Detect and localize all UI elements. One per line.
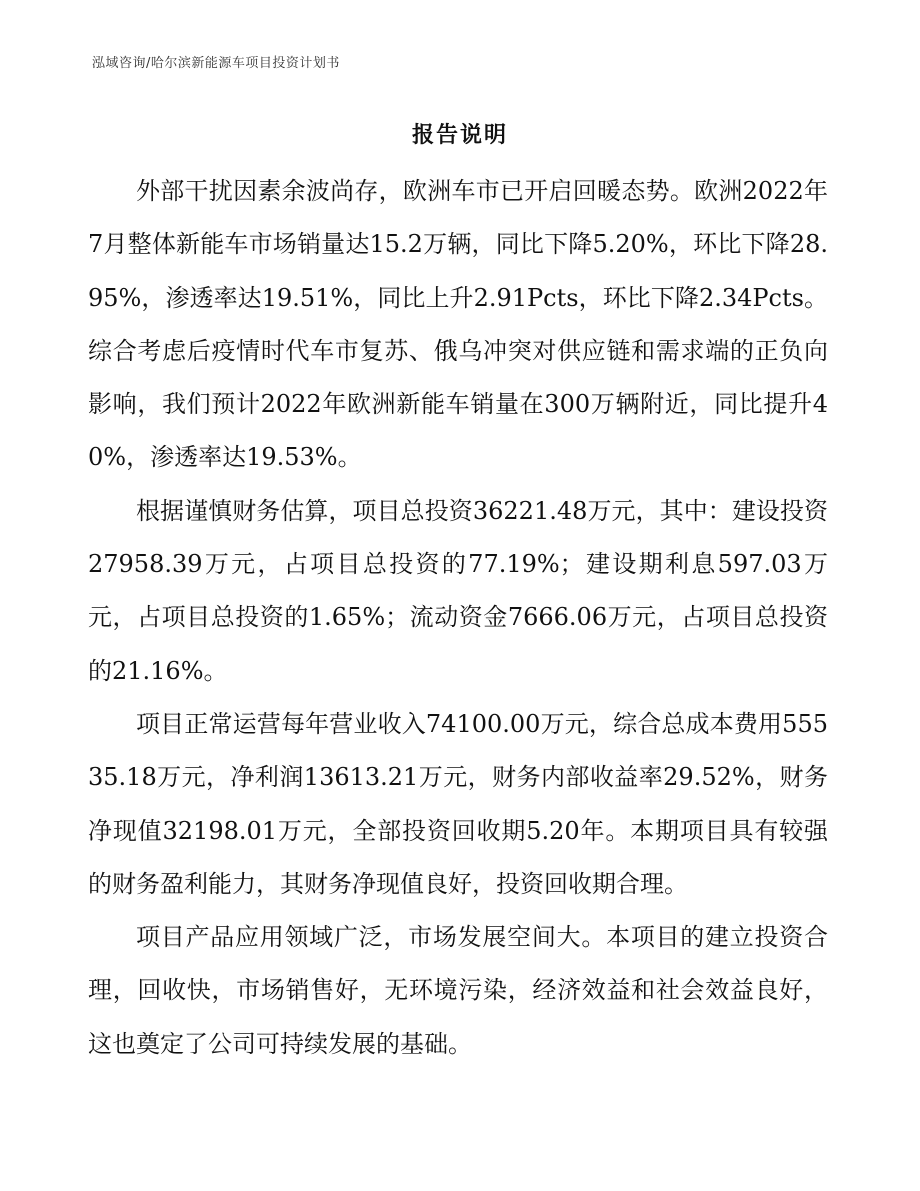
document-body (88, 165, 828, 1071)
paragraph-investment-estimate: 根据谨慎财务估算，项目总投资36221.48万元，其中：建设投资27958.39万元，占项目总投资的77.19%；建设期利息597.03万元，占项目总投资的1.65%；流动资金7666.06万元，占项目总投资的21.16%。 (88, 496, 828, 685)
running-header: 泓域咨询/哈尔滨新能源车项目投资计划书 (92, 56, 340, 71)
paragraph-market-overview: 外部干扰因素余波尚存，欧洲车市已开启回暖态势。欧洲2022年7月整体新能车市场销量达15.2万辆，同比下降5.20%，环比下降28.95%，渗透率达19.51%，同比上升2.91Pcts，环比下降2.34Pcts。综合考虑后疫情时代车市复苏、俄乌冲突对供应链和需求端的正负向影响，我们预计2022年欧洲新能车销量在300万辆附近，同比提升40%，渗透率达19.53%。 (88, 177, 828, 472)
paragraph-project-outlook: 项目产品应用领域广泛，市场发展空间大。本项目的建立投资合理，回收快，市场销售好，无环境污染，经济效益和社会效益良好，这也奠定了公司可持续发展的基础。 (88, 923, 828, 1058)
page-title: 报告说明 (411, 123, 508, 148)
paragraph-financial-returns: 项目正常运营每年营业收入74100.00万元，综合总成本费用55535.18万元，净利润13613.21万元，财务内部收益率29.52%，财务净现值32198.01万元，全部投资回收期5.20年。本期项目具有较强的财务盈利能力，其财务净现值良好，投资回收期合理。 (88, 709, 828, 898)
